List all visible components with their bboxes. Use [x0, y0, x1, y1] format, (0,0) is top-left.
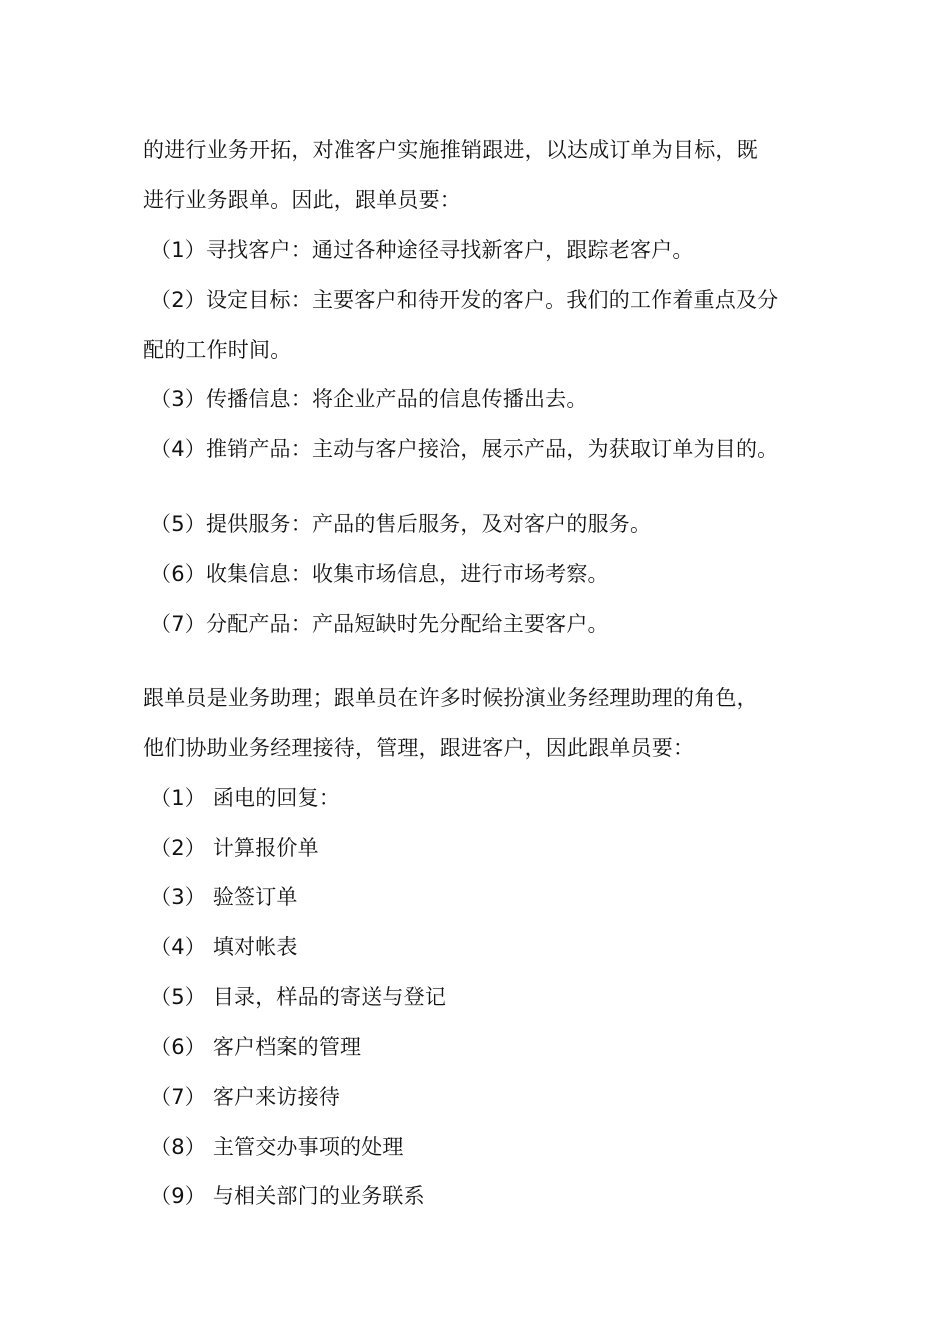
section2-intro-line2: 他们协助业务经理接待，管理，跟进客户，因此跟单员要：: [143, 736, 695, 760]
section1-intro-line2: 进行业务跟单。因此，跟单员要：: [143, 188, 461, 212]
section1-item-3: （3）传播信息：将企业产品的信息传播出去。: [150, 387, 588, 411]
section2-item-1: （1） 函电的回复：: [150, 786, 341, 810]
section1-item-2-continuation: 配的工作时间。: [143, 338, 292, 362]
section1-intro-line1: 的进行业务开拓，对准客户实施推销跟进，以达成订单为目标，既: [143, 138, 758, 162]
section2-item-4: （4） 填对帐表: [150, 935, 298, 959]
section1-item-7: （7）分配产品：产品短缺时先分配给主要客户。: [150, 612, 609, 636]
section2-item-8: （8） 主管交办事项的处理: [150, 1135, 404, 1159]
section2-item-5: （5） 目录，样品的寄送与登记: [150, 985, 447, 1009]
section2-item-7: （7） 客户来访接待: [150, 1085, 341, 1109]
section1-item-4: （4）推销产品：主动与客户接洽，展示产品，为获取订单为目的。: [150, 437, 779, 461]
section1-item-1: （1）寻找客户：通过各种途径寻找新客户，跟踪老客户。: [150, 238, 694, 262]
section1-item-2: （2）设定目标：主要客户和待开发的客户。我们的工作着重点及分: [150, 288, 779, 312]
section2-intro-line1: 跟单员是业务助理；跟单员在许多时候扮演业务经理助理的角色，: [143, 686, 758, 710]
section2-item-2: （2） 计算报价单: [150, 836, 319, 860]
section2-item-6: （6） 客户档案的管理: [150, 1035, 362, 1059]
section1-item-6: （6）收集信息：收集市场信息，进行市场考察。: [150, 562, 609, 586]
section2-item-3: （3） 验签订单: [150, 885, 298, 909]
section1-item-5: （5）提供服务：产品的售后服务，及对客户的服务。: [150, 512, 652, 536]
section2-item-9: （9） 与相关部门的业务联系: [150, 1184, 425, 1208]
